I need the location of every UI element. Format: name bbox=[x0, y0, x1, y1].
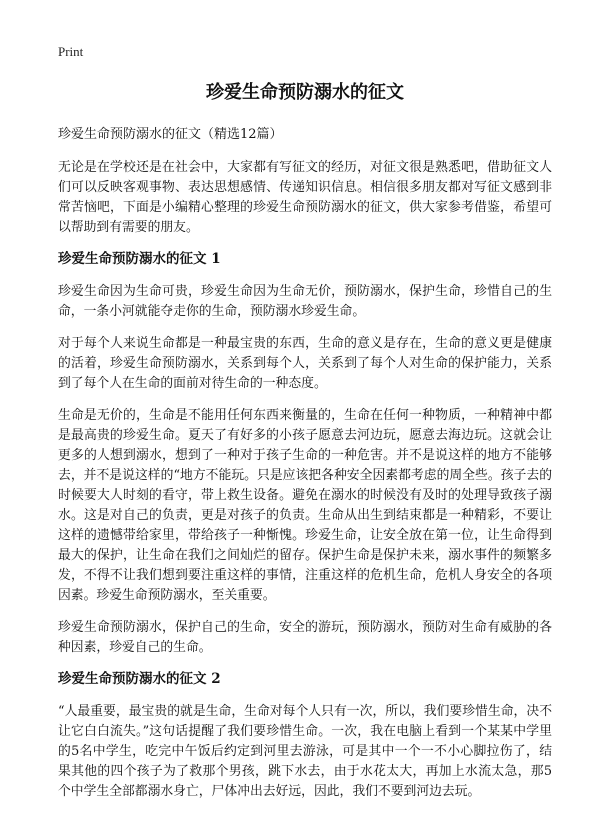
document-subtitle: 珍爱生命预防溺水的征文（精选12篇） bbox=[58, 127, 283, 142]
paragraph: 生命是无价的，生命是不能用任何东西来衡量的，生命在任何一种物质，一种精神中都是最高贵的珍爱生命。夏天了有好多的小孩子愿意去河边玩，愿意去海边玩。这就会让更多的人想到溺水，想到了一种对于孩子生命的一种危害。并不是说这样的地方不能够去，并不是说这样的“地方不能玩。只是应该把各种安全因素都考虑的周全些。孩子去的时候要大人时刻的看守，带上救生设备。避免在溺水的时候没有及时的处理导致孩子溺水。这是对自己的负责，更是对孩子的负责。生命从出生到结束都是一种精彩，不要让这样的遗憾带给家里，带给孩子一种惭愧。珍爱生命，让安全放在第一位，让生命得到最大的保护，让生命在我们之间灿烂的留存。保护生命是保护未来，溺水事件的频繁多发，不得不让我们想到要注重这样的事情，注重这样的危机生命，危机人身安全的各项因素。珍爱生命预防溺水，至关重要。 bbox=[58, 408, 552, 603]
paragraph: 珍爱生命预防溺水，保护自己的生命，安全的游玩，预防溺水，预防对生命有威胁的各种因素，珍爱自己的生命。 bbox=[58, 620, 552, 655]
paragraph: “人最重要，最宝贵的就是生命，生命对每个人只有一次，所以，我们要珍惜生命，决不让它白白流失。”这句话提醒了我们要珍惜生命。一次，我在电脑上看到一个某某中学里的5名中学生，吃完中午饭后约定到河里去游泳，可是其中一个一不小心脚拉伤了，结果其他的四个孩子为了救那个男孩，跳下水去，由于水花太大，再加上水流太急，那5个中学生全部都溺水身亡，尸体冲出去好远，因此，我们不要到河边去玩。 bbox=[58, 704, 552, 799]
page-title: 珍爱生命预防溺水的征文 bbox=[206, 82, 404, 103]
essay-section-2 bbox=[58, 670, 552, 802]
section-heading: 珍爱生命预防溺水的征文 1 bbox=[58, 251, 221, 267]
print-link[interactable]: Print bbox=[58, 44, 84, 59]
section-heading: 珍爱生命预防溺水的征文 2 bbox=[58, 671, 221, 687]
essay-section-1 bbox=[58, 250, 552, 658]
paragraph: 珍爱生命因为生命可贵，珍爱生命因为生命无价，预防溺水，保护生命，珍惜自己的生命，一条小河就能夺走你的生命，预防溺水珍爱生命。 bbox=[58, 284, 552, 319]
intro-paragraph: 无论是在学校还是在社会中，大家都有写征文的经历，对征文很是熟悉吧，借助征文人们可以反映客观事物、表达思想感情、传递知识信息。相信很多朋友都对写征文感到非常苦恼吧，下面是小编精心整理的珍爱生命预防溺水的征文，供大家参考借鉴，希望可以帮助到有需要的朋友。 bbox=[58, 160, 552, 235]
paragraph: 对于每个人来说生命都是一种最宝贵的东西，生命的意义是存在，生命的意义更是健康的活着，珍爱生命预防溺水，关系到每个人，关系到了每个人对生命的保护能力，关系到了每个人在生命的面前对待生命的一种态度。 bbox=[58, 336, 552, 391]
